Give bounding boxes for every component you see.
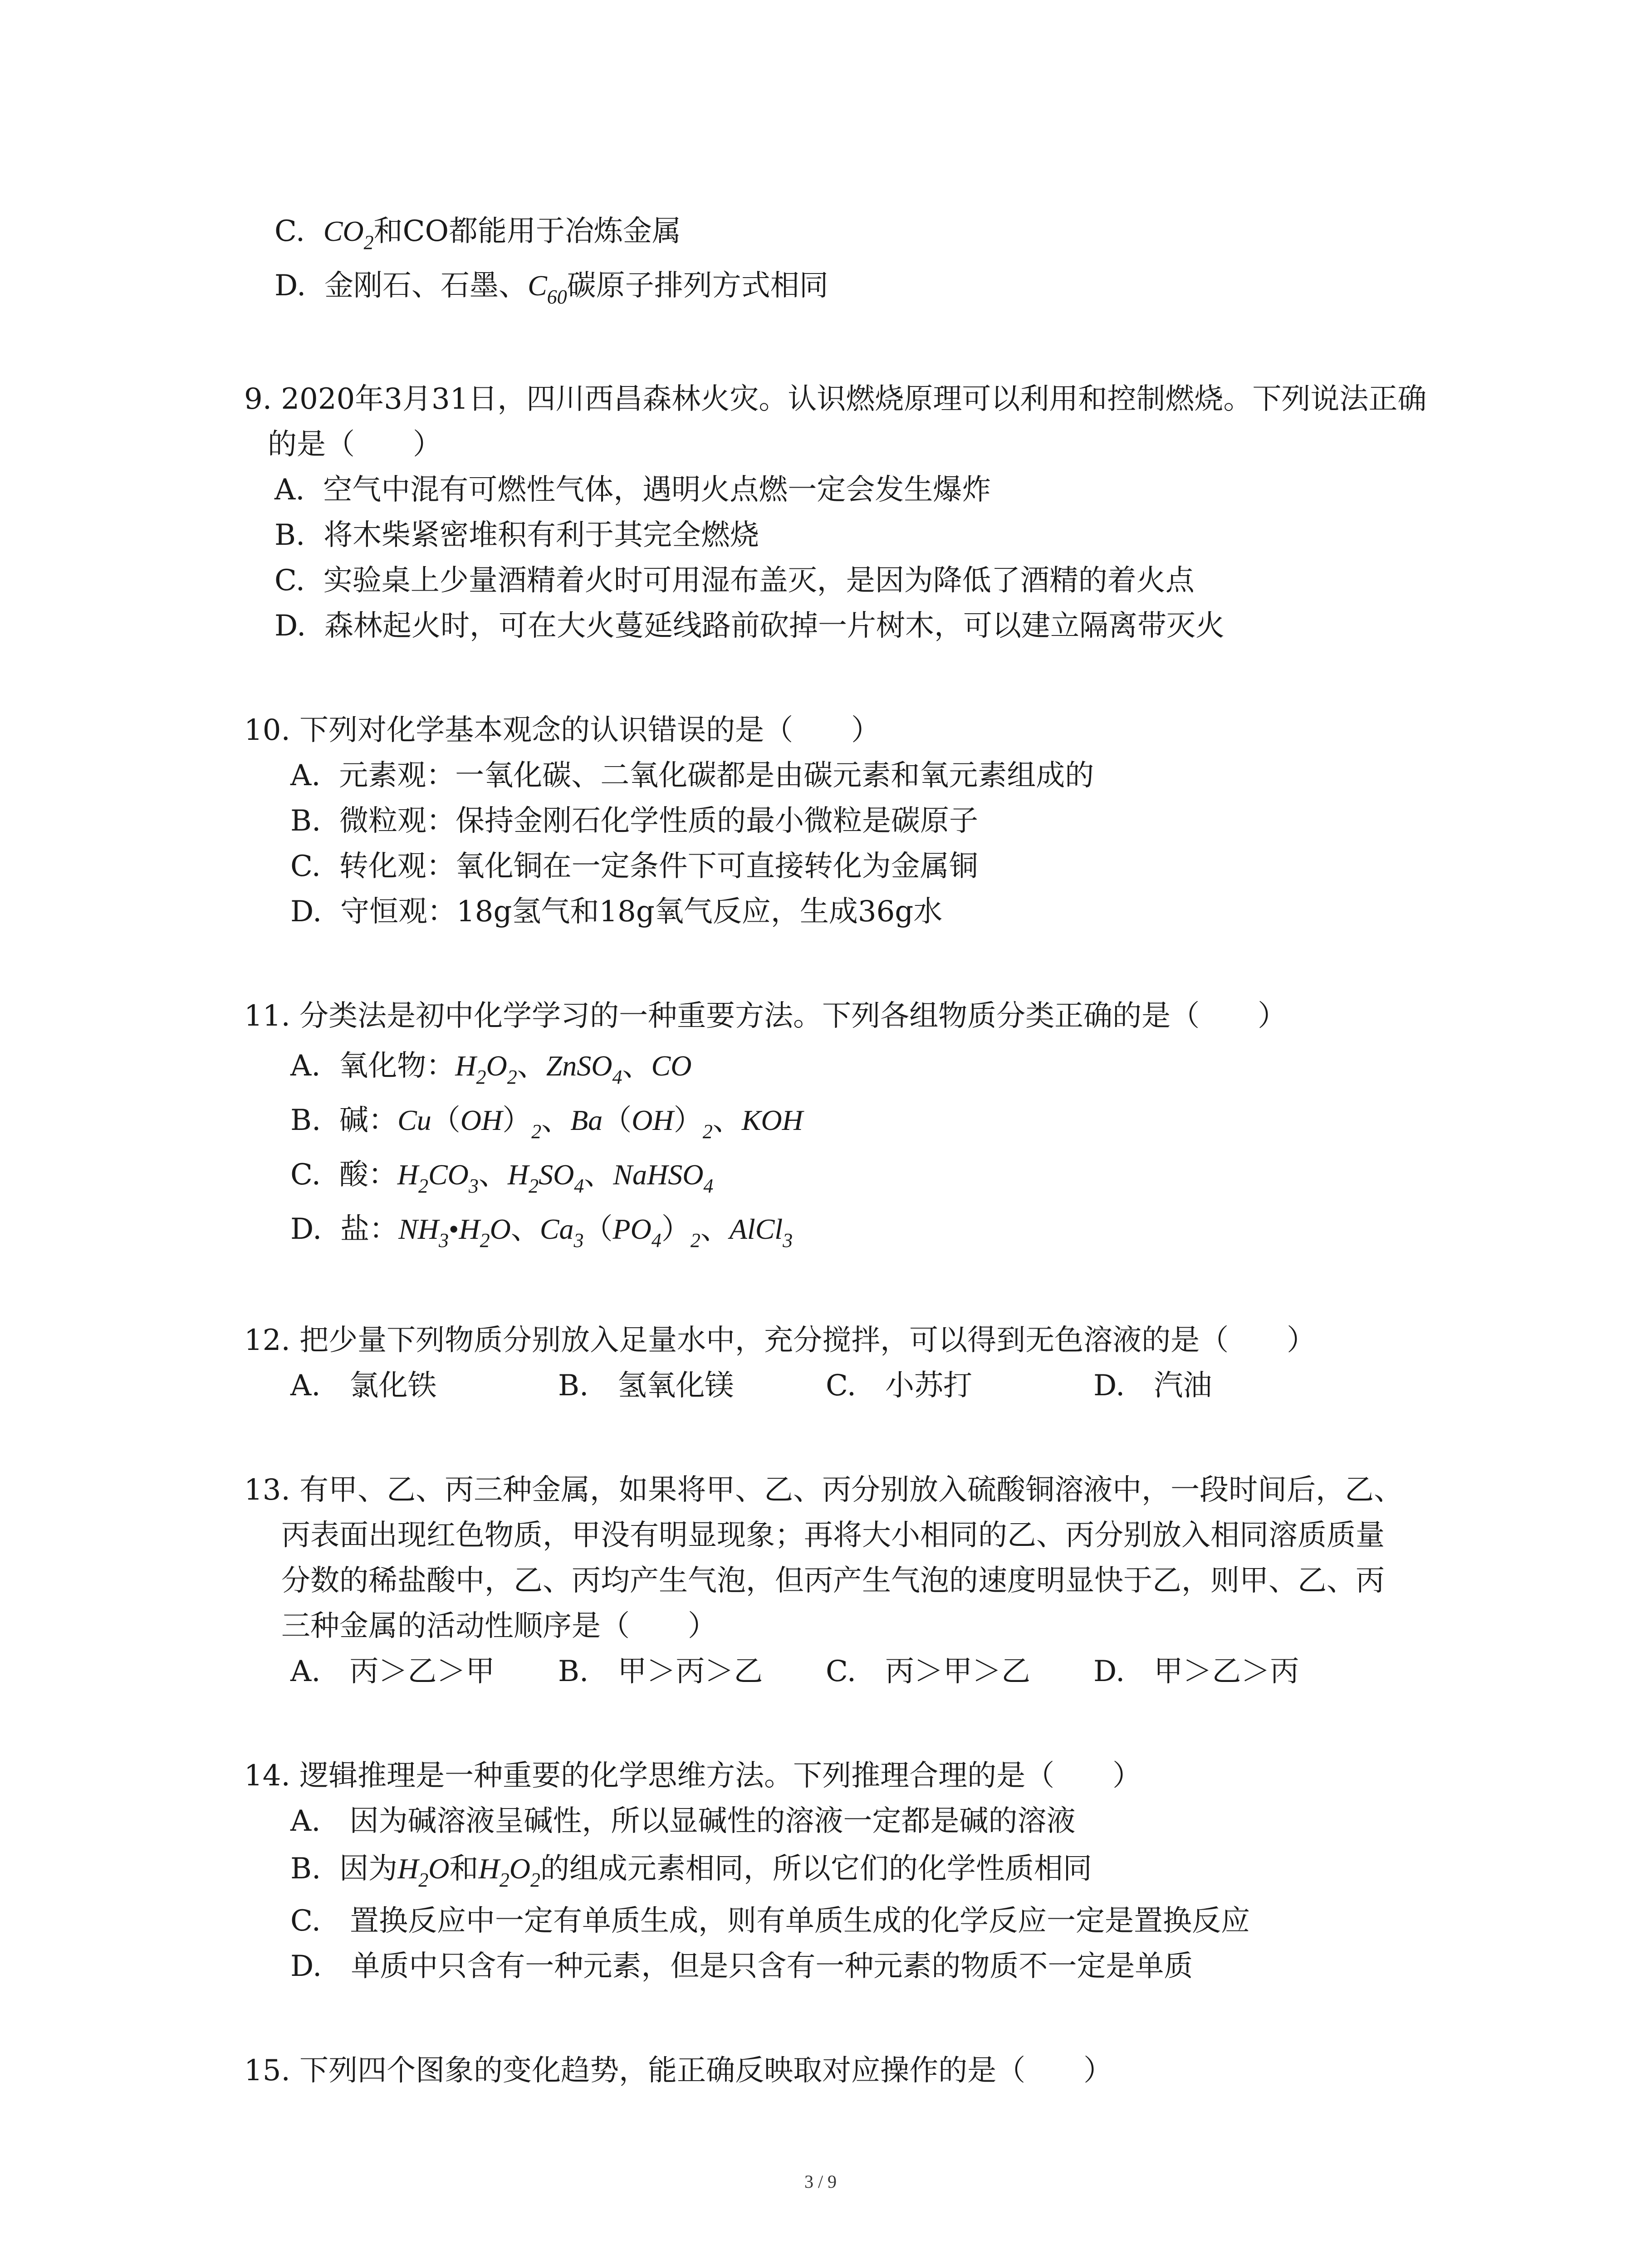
option-label: A.: [290, 1049, 321, 1083]
question-number: 9.: [244, 382, 272, 416]
q9-stem-line1: [244, 381, 1426, 417]
q14-option-a: A. 因为碱溶液呈碱性，所以显碱性的溶液一定都是碱的溶液: [290, 1804, 1076, 1838]
q9-option-b: [274, 517, 759, 553]
option-label: A.: [274, 473, 305, 507]
option-prefix: 盐：: [340, 1212, 399, 1246]
q13-stem-line1: [244, 1472, 1403, 1508]
option-text-part: 和: [449, 1852, 479, 1886]
q10-option-b: [290, 803, 978, 839]
q9-stem-line2: 的是（ ）: [268, 428, 442, 461]
option-label: C.: [274, 215, 305, 248]
q13-stem-line3: 分数的稀盐酸中，乙、丙均产生气泡，但丙产生气泡的速度明显快于乙，则甲、乙、丙: [281, 1564, 1385, 1598]
question-number: 12.: [244, 1324, 290, 1357]
question-number: 11.: [244, 999, 290, 1033]
q12-choice-d: D. 汽油: [1093, 1369, 1212, 1403]
option-text: 森林起火时，可在大火蔓延线路前砍掉一片树木，可以建立隔离带灭火: [324, 609, 1225, 643]
q11-stem: [244, 998, 1287, 1034]
question-number: 10.: [244, 714, 290, 747]
option-label: B.: [290, 1852, 321, 1886]
q12-stem: [244, 1322, 1316, 1359]
formula-h2o2: $H_2O_2$: [478, 1853, 540, 1891]
q13-choice-c: C. 丙＞甲＞乙: [826, 1655, 1031, 1688]
q12-choice-a: A. 氯化铁: [290, 1369, 437, 1403]
q10-option-d: [290, 894, 942, 930]
formula-list: $H_2CO_3$、$H_2SO_4$、NaHSO$_4$: [397, 1158, 714, 1197]
option-text-part: 碳原子排列方式相同: [567, 269, 828, 303]
question-stem: 下列四个图象的变化趋势，能正确反映取对应操作的是（ ）: [299, 2054, 1113, 2087]
option-text-part: 的组成元素相同，所以它们的化学性质相同: [540, 1852, 1092, 1886]
question-number: 13.: [244, 1473, 290, 1507]
q13-stem-line4: 三种金属的活动性顺序是（ ）: [281, 1609, 717, 1643]
q12-choice-b: B. 氢氧化镁: [558, 1369, 734, 1403]
question-stem: 分类法是初中化学学习的一种重要方法。下列各组物质分类正确的是（ ）: [299, 999, 1287, 1033]
q13-stem-line2: 丙表面出现红色物质，甲没有明显现象；再将大小相同的乙、丙分别放入相同溶质质量: [281, 1519, 1385, 1552]
q11-option-c: [290, 1157, 714, 1197]
q9-option-c: [274, 562, 1195, 599]
option-text-part: 因为: [339, 1852, 398, 1886]
q8-option-d: [274, 268, 828, 308]
option-label: D.: [274, 269, 306, 303]
q14-option-b: [290, 1851, 1092, 1891]
question-stem: 有甲、乙、丙三种金属，如果将甲、乙、丙分别放入硫酸铜溶液中，一段时间后，乙、: [299, 1473, 1403, 1507]
option-text: 元素观：一氧化碳、二氧化碳都是由碳元素和氧元素组成的: [339, 759, 1094, 792]
option-label: D.: [290, 1212, 322, 1246]
q12-choice-c: C. 小苏打: [826, 1369, 973, 1403]
q10-option-a: [290, 758, 1094, 794]
option-prefix: 酸：: [339, 1158, 397, 1192]
option-label: D.: [274, 609, 306, 643]
option-text: 将木柴紧密堆积有利于其完全燃烧: [323, 518, 759, 552]
option-label: D.: [290, 895, 322, 929]
q15-stem: [244, 2053, 1112, 2089]
option-prefix: 碱：: [339, 1104, 398, 1137]
option-text-part: 金刚石、石墨、: [324, 269, 528, 303]
page-number: 3 / 9: [804, 2171, 837, 2192]
option-prefix: 氧化物：: [339, 1049, 456, 1083]
q11-option-b: [290, 1102, 803, 1143]
option-label: C.: [290, 850, 321, 883]
q8-option-c: [274, 213, 681, 254]
q13-choice-d: D. 甲＞乙＞丙: [1093, 1655, 1299, 1688]
option-label: B.: [290, 804, 321, 838]
q9-option-d: [274, 608, 1225, 644]
q14-option-c: C. 置换反应中一定有单质生成，则有单质生成的化学反应一定是置换反应: [290, 1904, 1250, 1938]
option-label: A.: [290, 759, 321, 792]
option-text: 和CO都能用于冶炼金属: [373, 215, 681, 248]
q14-stem: [244, 1758, 1141, 1794]
q11-option-a: [290, 1048, 692, 1088]
option-label: C.: [274, 564, 305, 597]
formula-c60: $C_{60}$: [528, 269, 567, 308]
q10-stem: [244, 712, 880, 748]
q14-option-d: D. 单质中只含有一种元素，但是只含有一种元素的物质不一定是单质: [290, 1950, 1193, 1983]
option-text: 微粒观：保持金刚石化学性质的最小微粒是碳原子: [339, 804, 979, 838]
option-text: 实验桌上少量酒精着火时可用湿布盖灭，是因为降低了酒精的着火点: [323, 564, 1195, 597]
question-stem: 把少量下列物质分别放入足量水中，充分搅拌，可以得到无色溶液的是（ ）: [299, 1324, 1316, 1357]
formula-list: $Cu(OH)_2$、$Ba(OH)_2$、KOH: [397, 1104, 803, 1143]
question-stem: 2020年3月31日，四川西昌森林火灾。认识燃烧原理可以利用和控制燃烧。下列说法正确: [281, 382, 1427, 416]
option-text: 空气中混有可燃性气体，遇明火点燃一定会发生爆炸: [323, 473, 991, 507]
option-label: B.: [290, 1104, 321, 1137]
q10-option-c: [290, 848, 978, 885]
q13-choice-b: B. 甲＞丙＞乙: [558, 1655, 763, 1688]
formula-list: $H_2O_2$、ZnSO$_4$、CO: [455, 1050, 692, 1088]
question-number: 15.: [244, 2054, 290, 2087]
option-label: B.: [274, 518, 305, 552]
question-number: 14.: [244, 1759, 290, 1793]
formula-co2: $CO_2$: [323, 215, 374, 254]
q9-option-a: [274, 472, 991, 508]
option-text: 守恒观：18g氢气和18g氧气反应，生成36g水: [340, 895, 943, 929]
formula-h2o: $H_2O$: [397, 1853, 450, 1891]
question-stem: 逻辑推理是一种重要的化学思维方法。下列推理合理的是（ ）: [299, 1759, 1142, 1793]
question-stem: 下列对化学基本观念的认识错误的是（ ）: [299, 714, 881, 747]
q13-choice-a: A. 丙＞乙＞甲: [290, 1655, 495, 1688]
option-text: 转化观：氧化铜在一定条件下可直接转化为金属铜: [339, 850, 978, 883]
option-label: C.: [290, 1158, 321, 1192]
q11-option-d: [290, 1211, 793, 1251]
formula-list: $NH_3•H_2O$、$Ca_3(PO_4)_2$、AlCl$_3$: [398, 1213, 793, 1251]
